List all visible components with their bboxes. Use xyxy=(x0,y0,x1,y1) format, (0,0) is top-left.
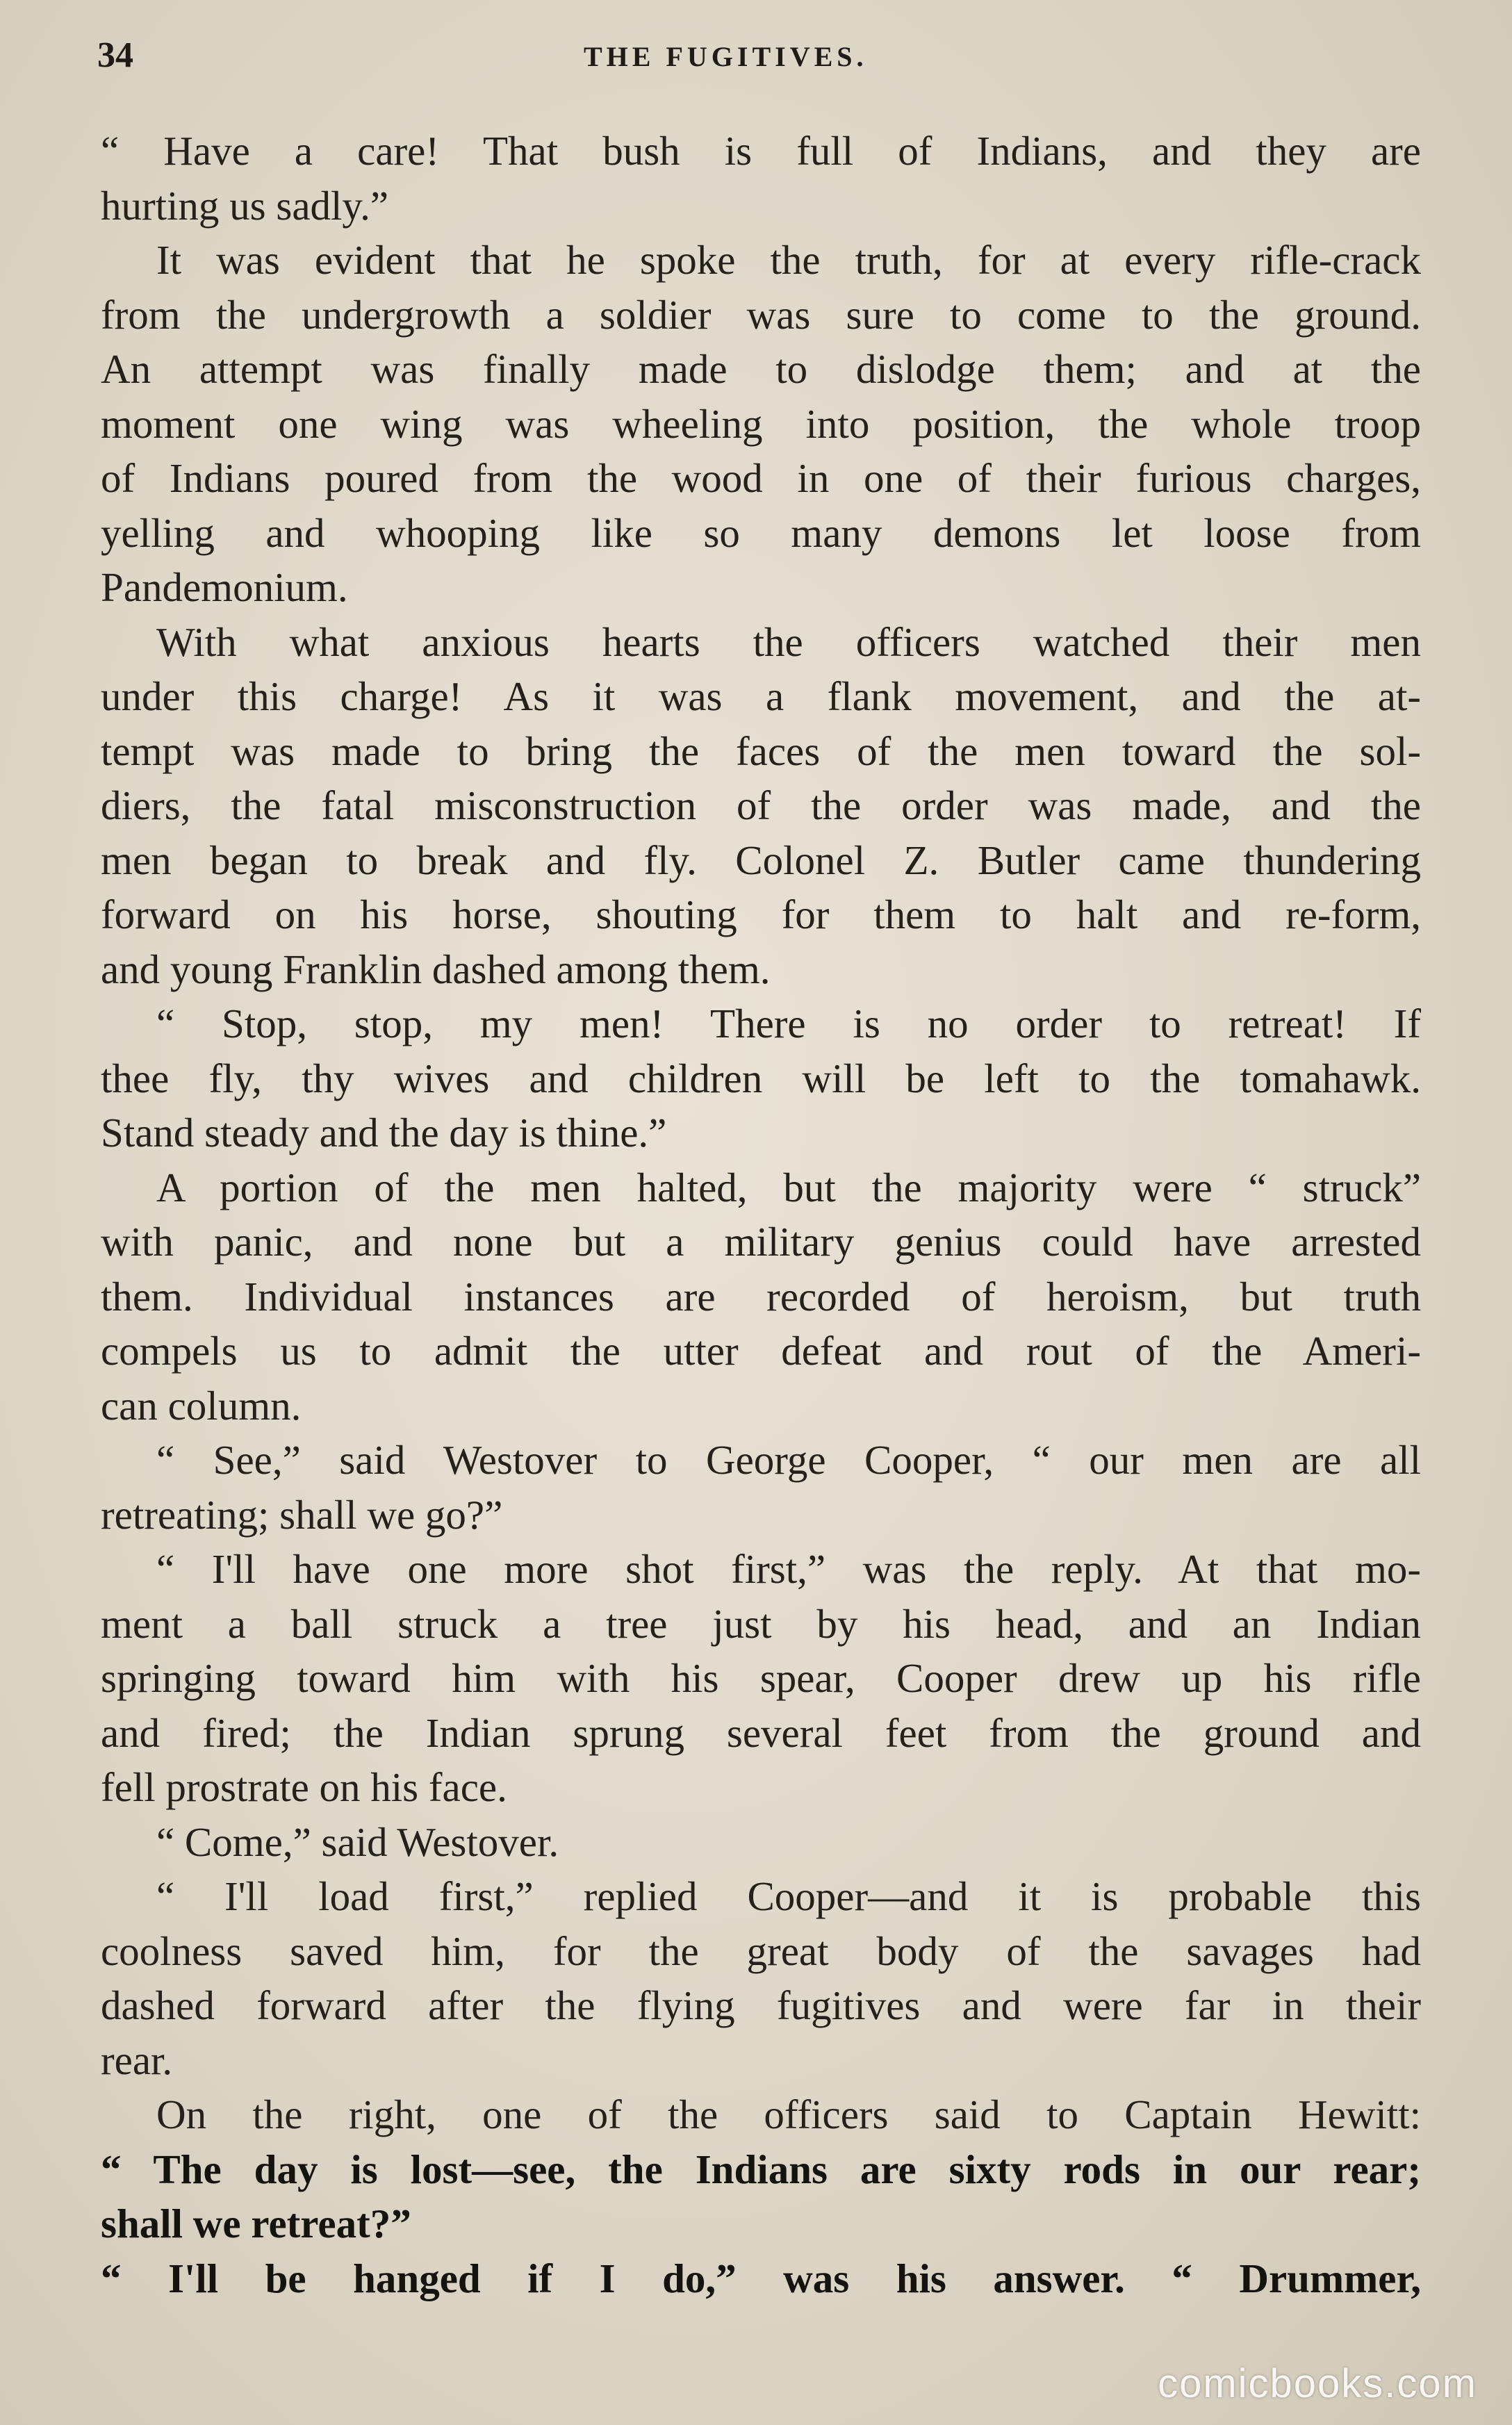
text-line: springing toward him with his spear, Cooper drew up his rifle xyxy=(101,1655,1421,1701)
page-number: 34 xyxy=(97,35,133,75)
text-line: “ Have a care! That bush is full of Indians, and they are xyxy=(101,128,1421,174)
running-title: THE FUGITIVES. xyxy=(584,41,868,72)
text-line: rear. xyxy=(101,2037,173,2083)
text-line: from the undergrowth a soldier was sure to come to the ground. xyxy=(101,291,1421,338)
text-line: thee fly, thy wives and children will be left to the tomahawk. xyxy=(101,1055,1421,1101)
text-line: “ I'll have one more shot first,” was the reply. At that mo- xyxy=(156,1546,1421,1592)
body-text xyxy=(101,124,1421,2305)
text-line: coolness saved him, for the great body of the savages had xyxy=(101,1927,1421,1974)
text-line: “ Come,” said Westover. xyxy=(156,1818,559,1865)
text-line: It was evident that he spoke the truth, for at every rifle-crack xyxy=(156,237,1421,283)
text-line: forward on his horse, shouting for them to halt and re-form, xyxy=(101,891,1421,937)
text-line: and young Franklin dashed among them. xyxy=(101,946,771,992)
text-line: “ The day is lost—see, the Indians are sixty rods in our rear; xyxy=(101,2146,1421,2192)
text-line: On the right, one of the officers said to Captain Hewitt: xyxy=(156,2091,1421,2137)
text-line: tempt was made to bring the faces of the men toward the sol- xyxy=(101,728,1421,774)
text-line: “ Stop, stop, my men! There is no order to retreat! If xyxy=(156,1001,1421,1046)
text-line: Stand steady and the day is thine.” xyxy=(101,1110,667,1156)
text-line: compels us to admit the utter defeat and rout of the Ameri- xyxy=(101,1328,1421,1374)
text-line: men began to break and fly. Colonel Z. Butler came thundering xyxy=(101,837,1421,883)
text-line: with panic, and none but a military genius could have arrested xyxy=(101,1219,1421,1265)
text-line: moment one wing was wheeling into position, the whole troop xyxy=(101,400,1421,447)
text-line: “ See,” said Westover to George Cooper, “ our men are all xyxy=(156,1437,1421,1483)
text-line: A portion of the men halted, but the majority were “ struck” xyxy=(156,1164,1421,1210)
running-head xyxy=(97,35,1429,76)
text-line: can column. xyxy=(101,1382,302,1429)
text-line: under this charge! As it was a flank movement, and the at- xyxy=(101,673,1421,719)
text-line: hurting us sadly.” xyxy=(101,182,389,229)
text-line: yelling and whooping like so many demons let loose from xyxy=(101,509,1421,556)
text-line: ment a ball struck a tree just by his head, and an Indian xyxy=(101,1600,1421,1647)
text-line: An attempt was finally made to dislodge them; and at the xyxy=(101,346,1421,392)
text-line: “ I'll load first,” replied Cooper—and it is probable this xyxy=(156,1873,1421,1919)
text-line: diers, the fatal misconstruction of the order was made, and the xyxy=(101,782,1421,828)
text-line: “ I'll be hanged if I do,” was his answer. “ Drummer, xyxy=(101,2255,1421,2301)
site-watermark: comicbooks.com xyxy=(1158,2361,1477,2406)
text-line: retreating; shall we go?” xyxy=(101,1491,503,1538)
text-line: fell prostrate on his face. xyxy=(101,1764,507,1810)
text-line: them. Individual instances are recorded of heroism, but truth xyxy=(101,1273,1421,1320)
text-line: With what anxious hearts the officers watched their men xyxy=(156,618,1421,665)
text-line: and fired; the Indian sprung several feet from the ground and xyxy=(101,1709,1421,1756)
text-line: dashed forward after the flying fugitives and were far in their xyxy=(101,1982,1421,2028)
text-line: shall we retreat?” xyxy=(101,2201,411,2246)
text-line: of Indians poured from the wood in one of their furious charges, xyxy=(101,455,1421,501)
text-line: Pandemonium. xyxy=(101,564,348,610)
